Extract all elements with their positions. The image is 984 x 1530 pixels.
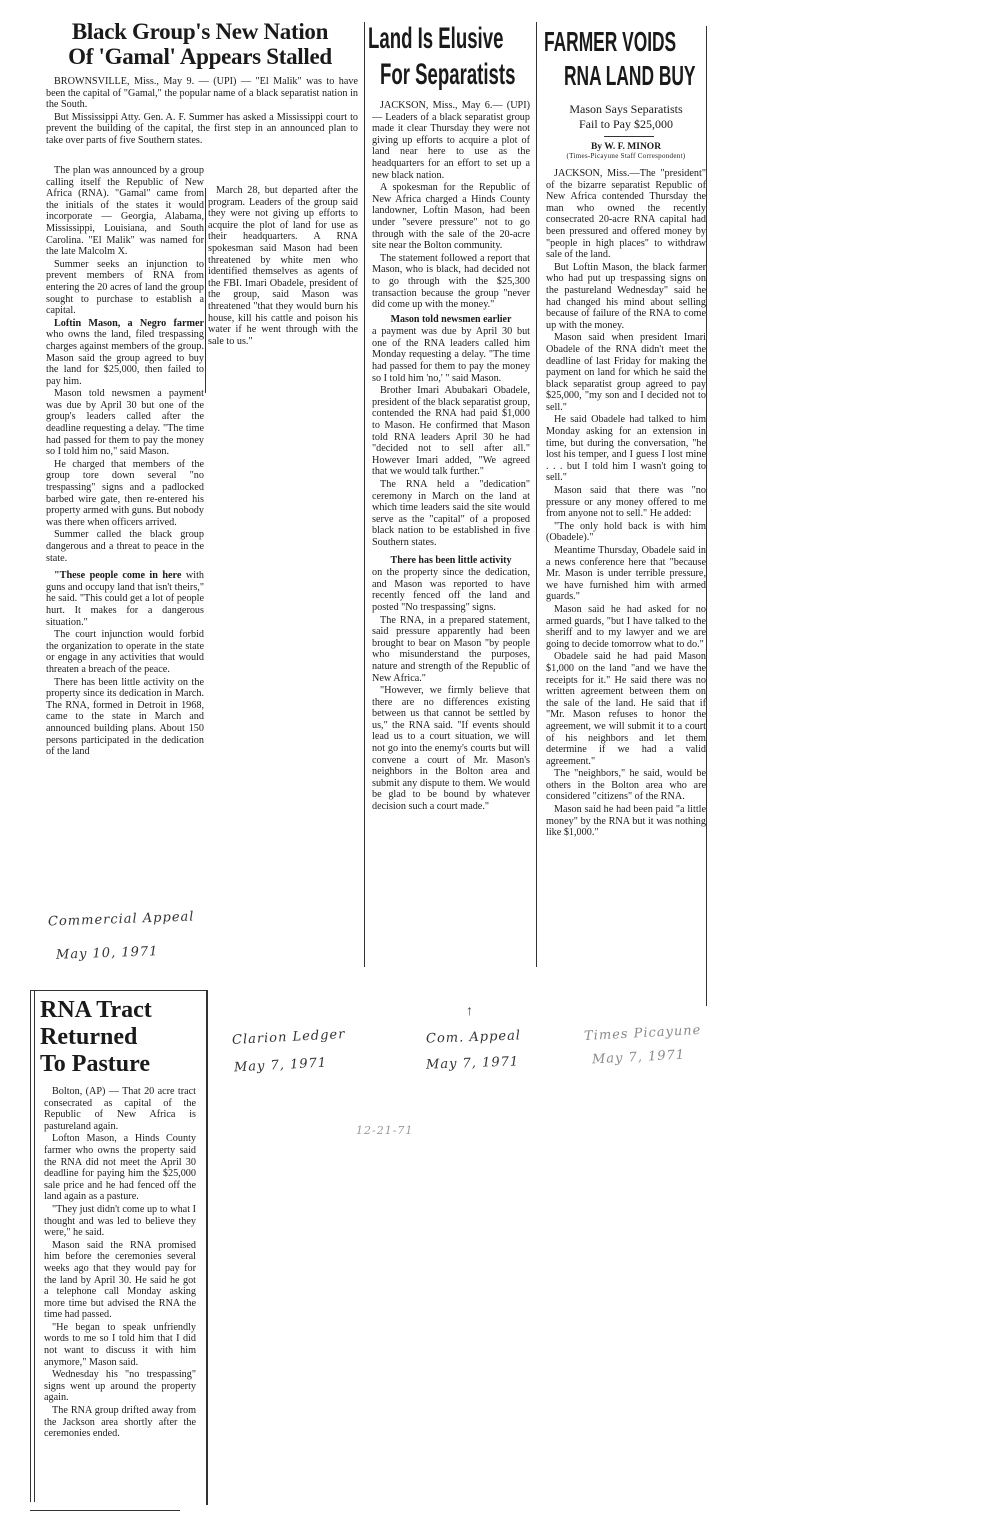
article4-headline-line3: To Pasture bbox=[40, 1051, 151, 1077]
article-black-group bbox=[40, 20, 360, 970]
article4-date-handwriting: May 7, 1971 bbox=[233, 1055, 328, 1076]
article4-bottom-rule bbox=[30, 1510, 180, 1511]
article1-para9-lead: "These people come in here bbox=[54, 570, 182, 582]
article2-p5: Brother Imari Abubakari Obadele, president of the black separatist group, contended the RNA had paid $1,000 to Mason. He confirmed that Mason told RNA leaders April 30 he had "decided not to sell after all." However Imari added, "We agreed that we would talk further." bbox=[372, 385, 530, 478]
article3-p10: The "neighbors," he said, would be others in the Bolton area who are considered "citizens" of the RNA. bbox=[546, 768, 706, 803]
article3-p3: Mason said when president Imari Obadele of the RNA didn't meet the deadline of last Friday for making the payment on land for which he said the black separatist group agreed to pay $25,000, "my son and I decided not to sell." bbox=[546, 332, 706, 413]
arrow-mark: ↑ bbox=[466, 1004, 473, 1019]
article3-p1: JACKSON, Miss.—The "president" of the bizarre separatist Republic of New Africa contended Thursday the man who owned the recently consecrated 20-acre RNA capital had been pressured and offered money by "people in high places" to withdraw sale of the land. bbox=[546, 168, 706, 261]
article4-p7: The RNA group drifted away from the Jackson area shortly after the ceremonies ended. bbox=[44, 1405, 196, 1440]
article3-p4: He said Obadele had talked to him Monday asking for an extension in time, but during the conversation, "he lost his temper, and I guess I lost mine . . . but I told him I wasn't going to sell." bbox=[546, 414, 706, 484]
article4-left-rule-1 bbox=[30, 990, 31, 1502]
article1-colb-text: March 28, but departed after the program. Leaders of the group said they were not giving up efforts to acquire the plot of land for use as their headquarters. A RNA spokesman said Mason had been threatened by white men who identified themselves as agents of the FBI. Imari Obadele, president of the group, said Mason was threatened "that they would burn his house, kill his cattle and poison his water if he went through with the sale to us." bbox=[208, 185, 358, 347]
article4-p2: Lofton Mason, a Hinds County farmer who owns the property said the RNA did not meet the April 30 deadline for paying him the $25,000 sale price and he had fenced off the land again as a pasture. bbox=[44, 1133, 196, 1203]
article1-source-handwriting: Commercial Appeal bbox=[47, 909, 195, 930]
article2-p4: a payment was due by April 30 but one of the RNA leaders called him Monday requesting a delay. "The time had passed for them to pay the money so I told him 'no,' " said Mason. bbox=[372, 326, 530, 384]
article3-right-rule bbox=[706, 26, 707, 1006]
article4-top-rule bbox=[30, 990, 208, 991]
article1-col-b bbox=[208, 185, 358, 400]
article2-headline-line1: Land Is Elusive bbox=[368, 22, 504, 55]
article4-headline-line2: Returned bbox=[40, 1024, 138, 1050]
article4-left-rule-2 bbox=[34, 990, 35, 1502]
article3-byline-rule bbox=[604, 136, 654, 137]
article4-p4: Mason said the RNA promised him before the ceremonies several weeks ago that they would pay for the land by April 30. He said he got a telephone call Monday asking more time but advised the RNA the time had passed. bbox=[44, 1239, 196, 1321]
article1-para3: The plan was announced by a group calling itself the Republic of New Africa (RNA). "Gamal" came from the initials of the states it would incorporate — Georgia, Alabama, Mississippi, Louisiana, and South Carolina. "El Malik" was named for the late Malcolm X. bbox=[46, 165, 204, 258]
article3-headline-line1: FARMER VOIDS bbox=[544, 26, 677, 57]
article4-p3: "They just didn't come up to what I thought and was led to believe they were," he said. bbox=[44, 1203, 196, 1239]
article-rna-tract bbox=[40, 998, 200, 1503]
article3-date-handwriting: May 7, 1971 bbox=[591, 1047, 686, 1068]
article3-body bbox=[546, 168, 706, 1008]
article2-source-handwriting: Com. Appeal bbox=[425, 1028, 522, 1047]
article2-subhead1: Mason told newsmen earlier bbox=[390, 313, 512, 325]
article3-p8: Mason said he had asked for no armed guards, "but I have talked to the sheriff and to my lawyer and we are going to decide tomorrow what to do." bbox=[546, 603, 706, 650]
article1-para2: But Mississippi Atty. Gen. A. F. Summer has asked a Mississippi court to prevent the building of the capital, the first step in an announced plan to take over parts of five Southern states. bbox=[46, 111, 358, 146]
article1-para9 bbox=[46, 570, 204, 628]
article3-p11: Mason said he had been paid "a little money" by the RNA but it was nothing like $1,000." bbox=[546, 804, 706, 839]
article1-para5-lead: Loftin Mason, a Negro farmer bbox=[54, 317, 204, 329]
article2-headline-line2: For Separatists bbox=[380, 58, 516, 91]
article1-headline-line1: Black Group's New Nation bbox=[71, 19, 329, 44]
article-land-elusive bbox=[368, 22, 532, 967]
article2-p8: The RNA, in a prepared statement, said pressure apparently had been brought to bear on Mason "by people who misunderstand the purposes, nature and strength of the Republic of New Africa." bbox=[372, 614, 530, 684]
article2-left-rule bbox=[364, 22, 365, 967]
article3-p7: Meantime Thursday, Obadele said in a news conference here that "because Mr. Mason is under terrible pressure, we have furnished him with armed guards." bbox=[546, 545, 706, 603]
article1-col-a bbox=[46, 165, 204, 910]
article3-subhead-line2: Fail to Pay $25,000 bbox=[578, 117, 673, 131]
article2-body bbox=[372, 100, 530, 970]
article1-col-divider bbox=[205, 188, 206, 393]
article4-headline-line1: RNA Tract bbox=[40, 997, 152, 1023]
article2-subhead2: There has been little activity bbox=[390, 554, 512, 566]
article1-para5 bbox=[46, 318, 204, 388]
article2-right-rule bbox=[536, 22, 537, 967]
article4-body bbox=[44, 1086, 196, 1501]
article1-para10: The court injunction would forbid the organization to operate in the state or engage in any activities that would threaten a breach of the peace. bbox=[46, 629, 204, 675]
article1-para5-text: who owns the land, filed trespassing charges against members of the group. Mason said the group agreed to buy the land for $25,000, then failed to pay him. bbox=[46, 329, 204, 387]
article2-date-handwriting: May 7, 1971 bbox=[425, 1054, 520, 1073]
article1-para8: Summer called the black group dangerous and a threat to peace in the state. bbox=[46, 529, 204, 564]
article2-p3: The statement followed a report that Mason, who is black, had decided not to go through with the $25,300 transaction because the group "never did come up with the money." bbox=[372, 252, 530, 311]
article3-p9: Obadele said he had paid Mason $1,000 on the land "and we have the receipts for it." He said there was no written agreement between them on the sale of the land. He said that if "Mr. Mason refuses to honor the agreement, we will submit it to a court of his neighbors and let them determine if we had a valid agreement." bbox=[546, 651, 706, 767]
date-stamp: 12-21-71 bbox=[356, 1124, 414, 1137]
article-farmer-voids bbox=[544, 26, 708, 1006]
article2-p9: "However, we firmly believe that there are no differences existing between us that cannot be settled by us," the RNA said. "If events should lead us to a court situation, we will not go into the enemy's courts but will convene a court of Mr. Mason's neighbors in the Bolton area and submit any dispute to them. We would be glad to be bound by whatever decision such a court made." bbox=[372, 685, 530, 813]
article1-date-handwriting: May 10, 1971 bbox=[55, 944, 159, 963]
article4-right-rule bbox=[206, 990, 208, 1505]
article3-p5: Mason said that there was "no pressure or any money offered to me from anyone not to sell." He added: bbox=[546, 485, 706, 520]
article3-source-handwriting: Times Picayune bbox=[583, 1022, 702, 1045]
article4-p6: Wednesday his "no trespassing" signs went up around the property again. bbox=[44, 1369, 196, 1404]
article4-source-handwriting: Clarion Ledger bbox=[231, 1027, 346, 1048]
article4-p1: Bolton, (AP) — That 20 acre tract consecrated as capital of the Republic of New Africa is pastureland again. bbox=[44, 1086, 196, 1132]
article3-byline: By W. F. MINOR bbox=[590, 142, 662, 152]
article1-lead bbox=[46, 76, 358, 148]
article1-para4: Summer seeks an injunction to prevent members of RNA from entering the 20 acres of land the group sought to purchase to establish a capital. bbox=[46, 258, 204, 317]
article3-p6: "The only hold back is with him (Obadele)." bbox=[546, 520, 706, 544]
article1-para9-text: with guns and occupy land that isn't theirs," he said. "This could get a lot of people hurt. It makes for a dangerous situation." bbox=[46, 570, 204, 628]
article1-para7: He charged that members of the group tore down several "no trespassing" signs and a padlocked barbed wire gate, then re-entered his property armed with guns. But nobody was there when officers arrived. bbox=[46, 458, 204, 528]
article2-p6: The RNA held a "dedication" ceremony in March on the land at which time leaders said the site would serve as the "capital" of a proposed black nation to be established in five Southern states. bbox=[372, 479, 530, 548]
article3-credit: (Times-Picayune Staff Correspondent) bbox=[566, 152, 686, 160]
article2-p2: A spokesman for the Republic of New Africa charged a Hinds County landowner, Loftin Mason, had been under "severe pressure" not to go through with the sale of the 20-acre site near the Bolton community. bbox=[372, 182, 530, 252]
article1-para6: Mason told newsmen a payment was due by April 30 but one of the group's leaders called after the deadline requesting a delay. "The time had passed for them to pay the money so I told him no," said Mason. bbox=[46, 388, 204, 458]
article4-p5: "He began to speak unfriendly words to me so I told him that I did not want to discuss it with him anymore," Mason said. bbox=[44, 1321, 196, 1368]
article1-lead-para: BROWNSVILLE, Miss., May 9. — (UPI) — "El Malik" was to have been the capital of "Gamal," the popular name of a black separatist nation in the South. bbox=[46, 76, 358, 111]
article3-headline-line2: RNA LAND BUY bbox=[564, 60, 696, 91]
article1-headline-line2: Of 'Gamal' Appears Stalled bbox=[68, 44, 332, 69]
article1-para11: There has been little activity on the property since its dedication in March. The RNA, formed in Detroit in 1968, came to the state in March and announced building plans. About 150 persons participated in the dedication of the land bbox=[46, 676, 204, 758]
article2-p7: on the property since the dedication, and Mason was reported to have recently fenced off the land and posted "No trespassing" signs. bbox=[372, 567, 530, 613]
article3-subhead-line1: Mason Says Separatists bbox=[569, 102, 683, 116]
article2-p1: JACKSON, Miss., May 6.— (UPI) — Leaders of a black separatist group made it clear Thursday they were not giving up efforts to acquire a plot of land near here to use as the headquarters for an effort to set up a new black nation. bbox=[372, 100, 530, 181]
article3-p2: But Loftin Mason, the black farmer who had put up trespassing signs on the pastureland Wednesday" said he had changed his mind about selling because of failure of the RNA to come up with the money. bbox=[546, 261, 706, 331]
